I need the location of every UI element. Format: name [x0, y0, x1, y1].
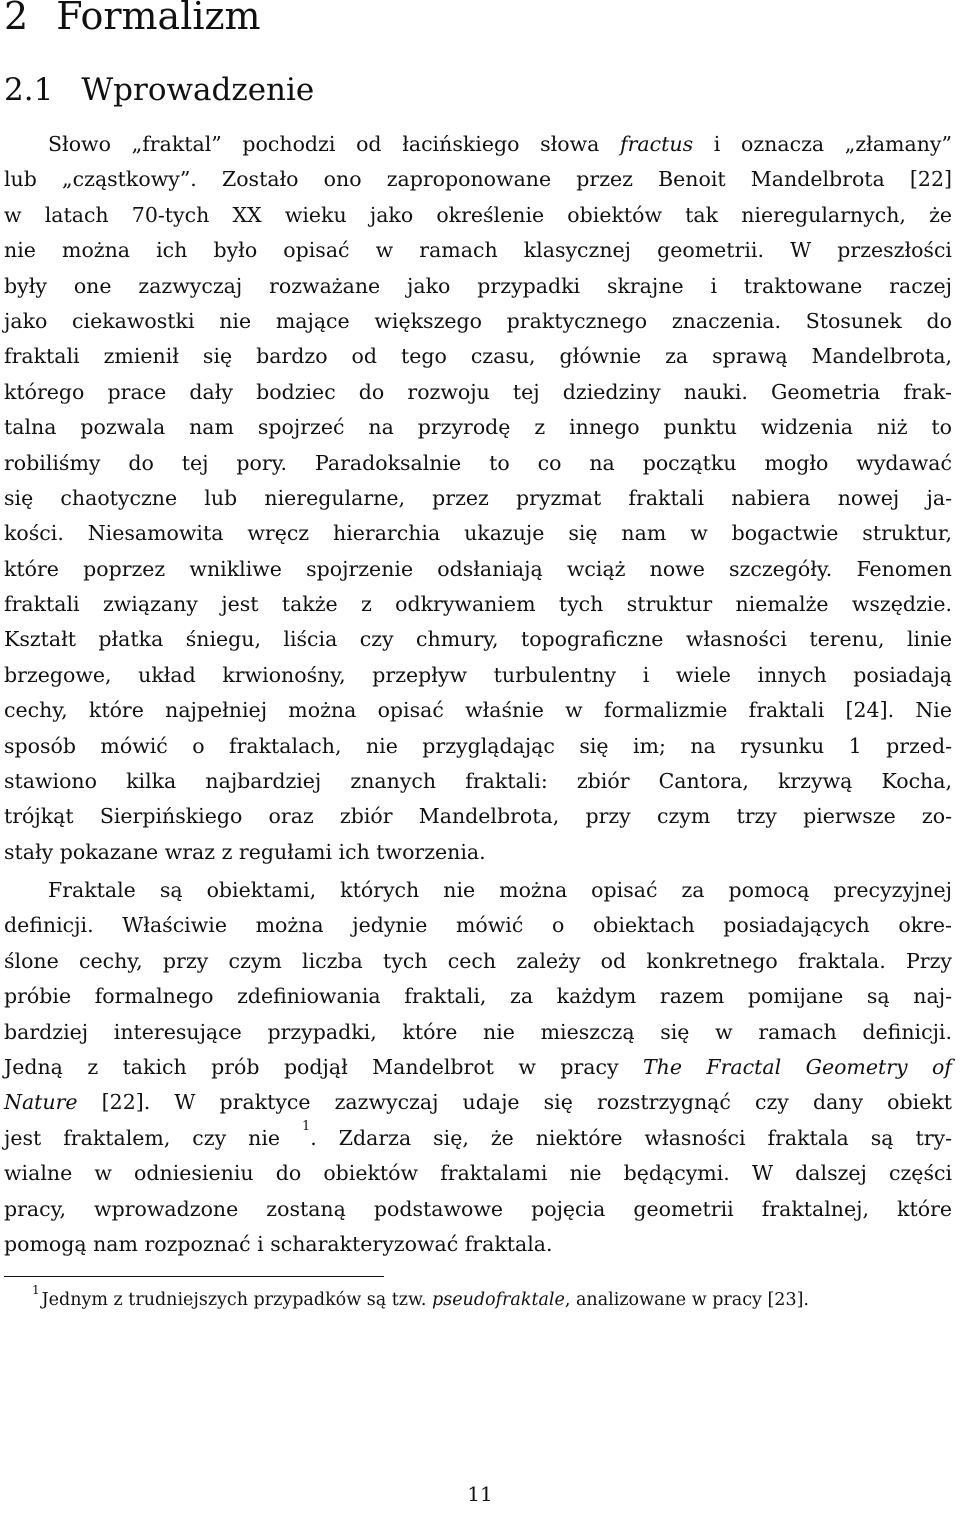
text-line: którego prace dały bodziec do rozwoju tej dziedziny nauki. Geometria frak-: [4, 379, 952, 404]
text-line: Kształt płatka śniegu, liścia czy chmury, topograficzne własności terenu, linie: [4, 627, 952, 652]
text-line: pomogą nam rozpoznać i scharakteryzować fraktala.: [4, 1231, 553, 1256]
footnote-reference: 1: [302, 1118, 311, 1134]
text-line: stawiono kilka najbardziej znanych fraktali: zbiór Cantora, krzywą Kocha,: [4, 769, 952, 794]
text-line: się chaotyczne lub nieregularne, przez pryzmat fraktali nabiera nowej ja-: [4, 485, 952, 510]
section-heading: [4, 0, 261, 40]
text-line: fraktali zmienił się bardzo od tego czasu, głównie za sprawą Mandelbrota,: [4, 344, 952, 369]
footnote: [4, 1283, 952, 1314]
subsection-title: Wprowadzenie: [81, 72, 315, 108]
text-line: Fraktale są obiektami, których nie można opisać za pomocą precyzyjnej: [48, 878, 952, 902]
text-line: definicji. Właściwie można jedynie mówić o obiektach posiadających okre-: [4, 913, 952, 938]
text-line: Nature [22]. W praktyce zazwyczaj udaje się rozstrzygnąć czy dany obiekt: [4, 1090, 952, 1115]
text-line: nie można ich było opisać w ramach klasycznej geometrii. W przeszłości: [4, 238, 952, 263]
text-line: były one zazwyczaj rozważane jako przypadki skrajne i traktowane raczej: [4, 273, 952, 298]
footnote-divider: [4, 1276, 384, 1277]
text-line: lub „cząstkowy”. Zostało ono zaproponowane przez Benoit Mandelbrota [22]: [4, 167, 952, 192]
footnote-mark: 1: [32, 1283, 40, 1297]
page-number: 11: [467, 1482, 493, 1506]
text-line: ślone cechy, przy czym liczba tych cech zależy od konkretnego fraktala. Przy: [4, 948, 952, 973]
text-line: próbie formalnego zdefiniowania fraktali, za każdym razem pomijane są naj-: [4, 984, 952, 1009]
text-line: trójkąt Sierpińskiego oraz zbiór Mandelbrota, przy czym trzy pierwsze zo-: [4, 804, 952, 829]
footnote-text-before: Jednym z trudniejszych przypadków są tzw.: [41, 1290, 433, 1310]
text-line: bardziej interesujące przypadki, które nie mieszczą się w ramach definicji.: [4, 1019, 952, 1044]
text-line: Jedną z takich prób podjął Mandelbrot w pracy The Fractal Geometry of: [4, 1054, 952, 1079]
text-line: brzegowe, układ krwionośny, przepływ turbulentny i wiele innych posiadają: [4, 662, 952, 687]
emphasis-book-title: The Fractal Geometry of: [642, 1054, 952, 1079]
text-line: kości. Niesamowita wręcz hierarchia ukazuje się nam w bogactwie struktur,: [4, 521, 952, 546]
emphasis-fractus: fractus: [620, 132, 694, 156]
text-line: wialne w odniesieniu do obiektów fraktalami nie będącymi. W dalszej części: [4, 1161, 952, 1186]
text-line: pracy, wprowadzone zostaną podstawowe pojęcia geometrii fraktalnej, które: [4, 1196, 952, 1221]
text-line: talna pozwala nam spojrzeć na przyrodę z innego punktu widzenia niż to: [4, 415, 952, 440]
text-line: które poprzez wnikliwe spojrzenie odsłaniają wciąż nowe szczegóły. Fenomen: [4, 556, 952, 581]
section-number: 2: [4, 0, 29, 38]
paragraph-definition: [4, 873, 952, 1262]
text-line: cechy, które najpełniej można opisać właśnie w formalizmie fraktali [24]. Nie: [4, 698, 952, 723]
text-line: sposób mówić o fraktalach, nie przyglądając się im; na rysunku 1 przed-: [4, 733, 952, 758]
footnote-text-after: , analizowane w pracy [23].: [564, 1290, 809, 1310]
text-line: fraktali związany jest także z odkrywaniem tych struktur niemalże wszędzie.: [4, 592, 952, 617]
section-title: Formalizm: [56, 0, 261, 38]
text-line: stały pokazane wraz z regułami ich tworzenia.: [4, 839, 486, 864]
subsection-number: 2.1: [4, 72, 54, 108]
paragraph-intro: [4, 127, 952, 870]
text-line: jako ciekawostki nie mające większego praktycznego znaczenia. Stosunek do: [4, 308, 952, 333]
emphasis-book-title-end: Nature: [4, 1090, 78, 1115]
text-line: robiliśmy do tej pory. Paradoksalnie to co na początku mogło wydawać: [4, 450, 952, 475]
text-line: Słowo „fraktal” pochodzi od łacińskiego słowa fractus i oznacza „złamany”: [48, 132, 952, 156]
text-line: jest fraktalem, czy nie $^1$. Zdarza się, że niektóre własności fraktala są try-: [4, 1118, 953, 1150]
text-line: w latach 70-tych XX wieku jako określenie obiektów tak nieregularnych, że: [4, 202, 952, 227]
subsection-heading: [4, 68, 314, 112]
footnote-emphasis: pseudofraktale: [432, 1290, 565, 1310]
